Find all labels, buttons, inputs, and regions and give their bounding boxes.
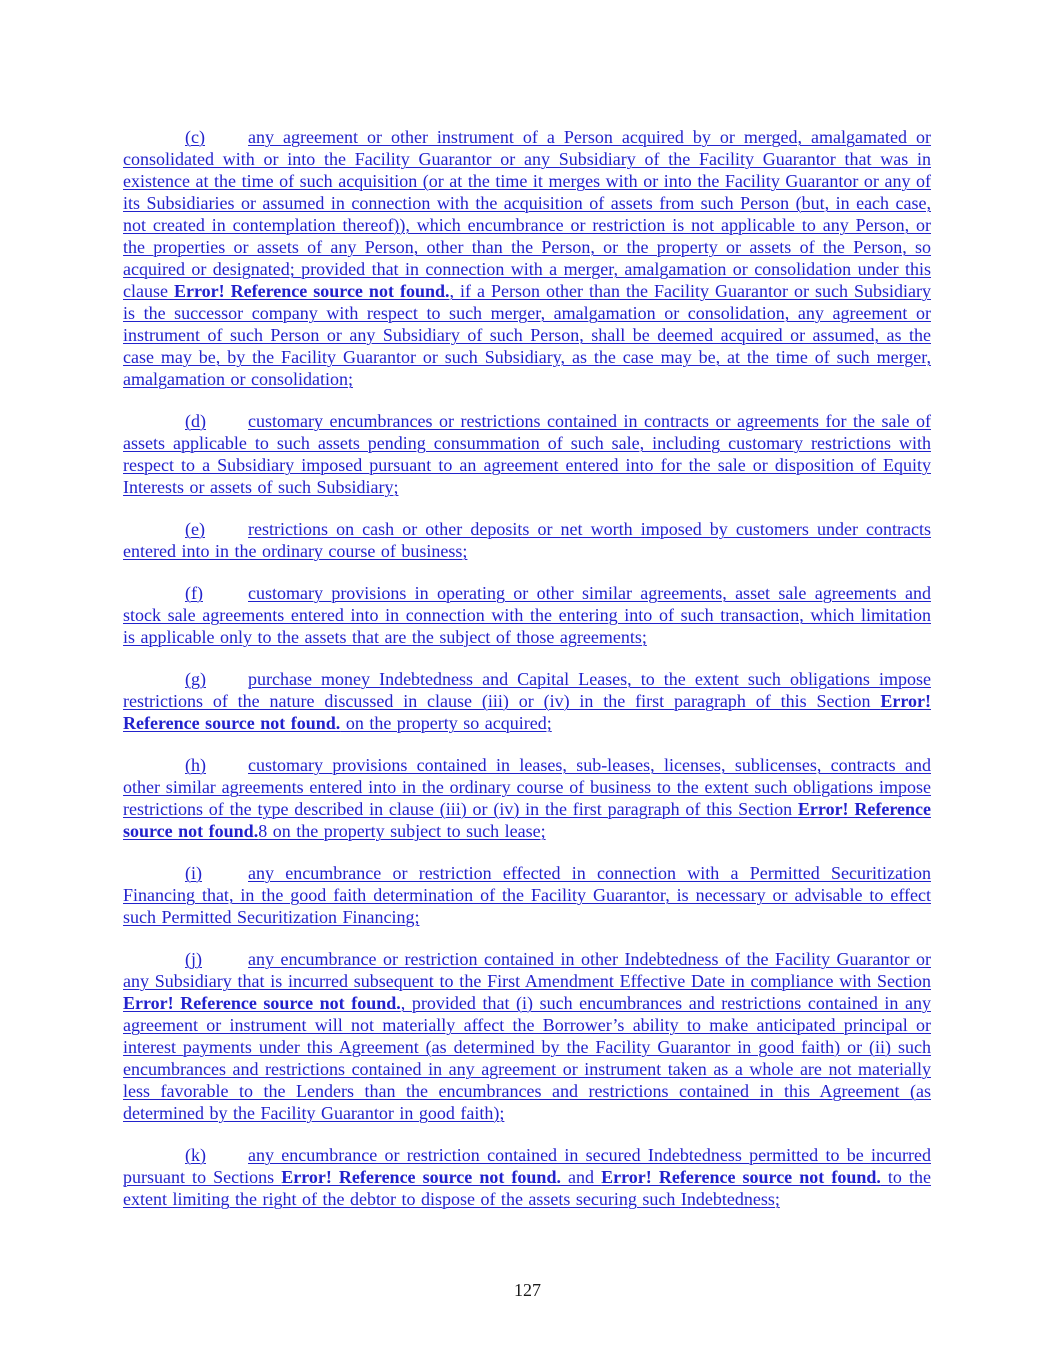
- paragraph: [123, 410, 931, 498]
- body-text-run: , if a Person other than the Facility Guarantor or such Subsidiary is the successor company with respect to such merger, amalgamation or consolidation, any agreement or instrument of such Person or any Subsidiary of such Person, shall be deemed acquired or assumed, as the case may be, by the Facility Guarantor or such Subsidiary, as the case may be, at the time of such merger, amalgamation or consolidation;: [123, 281, 931, 389]
- body-text-run: any agreement or other instrument of a Person acquired by or merged, amalgamated or consolidated with or into the Facility Guarantor or any Subsidiary of the Facility Guarantor that was in existence at the time of such acquisition (or at the time it merges with or into the Facility Guarantor or any of its Subsidiaries or assumed in connection with the acquisition of assets from such Person (but, in each case, not created in contemplation thereof)), which encumbrance or restriction is not applicable to any Person, or the properties or assets of any Person, other than the Person, or the property or assets of the Person, so acquired or designated; provided that in connection with a merger, amalgamation or consolidation under this clause: [123, 127, 931, 301]
- body-text-run: 8 on the property subject to such lease;: [258, 821, 546, 841]
- paragraph: [123, 582, 931, 648]
- body-text-run: , provided that (i) such encumbrances and restrictions contained in any agreement or instrument will not materially affect the Borrower’s ability to make anticipated principal or interest payments under this Agreement (as determined by the Facility Guarantor in good faith) or (ii) such encumbrances and restrictions contained in any agreement or instrument taken as a whole are not materially less favorable to the Lenders than the encumbrances and restrictions contained in this Agreement (as determined by the Facility Guarantor in good faith);: [123, 993, 931, 1123]
- paragraph: [123, 1144, 931, 1210]
- body-text-run: any encumbrance or restriction contained in other Indebtedness of the Facility Guarantor or any Subsidiary that is incurred subsequent to the First Amendment Effective Date in compliance with Section: [123, 949, 931, 991]
- body-text-run: on the property so acquired;: [340, 713, 552, 733]
- clause-label: (f): [185, 583, 203, 603]
- body-text-run: to the extent limiting the right of the debtor to dispose of the assets securing such Indebtedness;: [123, 1167, 931, 1209]
- document-body: [123, 126, 931, 1230]
- body-text-run: purchase money Indebtedness and Capital Leases, to the extent such obligations impose restrictions of the nature discussed in clause (iii) or (iv) in the first paragraph of this Section: [123, 669, 931, 711]
- error-reference-field: Error! Reference source not found.: [173, 281, 450, 301]
- clause-label: (e): [185, 519, 205, 539]
- clause-label: (k): [185, 1145, 206, 1165]
- paragraph: [123, 518, 931, 562]
- clause-label: (g): [185, 669, 206, 689]
- body-text-run: customary provisions in operating or other similar agreements, asset sale agreements and stock sale agreements entered into in connection with the entering into of such transaction, which limitation is applicable only to the assets that are the subject of those agreements;: [123, 583, 931, 647]
- clause-label: (h): [185, 755, 206, 775]
- clause-label: (c): [185, 127, 205, 147]
- error-reference-field: Error! Reference source not found.: [601, 1167, 881, 1187]
- body-text-run: customary provisions contained in leases, sub-leases, licenses, sublicenses, contracts and other similar agreements entered into in the ordinary course of business to the extent such obligations impose restrictions of the type described in clause (iii) or (iv) in the first paragraph of this Section: [123, 755, 931, 819]
- clause-label: (j): [185, 949, 202, 969]
- paragraph: [123, 668, 931, 734]
- body-text-run: customary encumbrances or restrictions contained in contracts or agreements for the sale of assets applicable to such assets pending consummation of such sale, including customary restrictions with respect to a Subsidiary imposed pursuant to an agreement entered into for the sale or disposition of Equity Interests or assets of such Subsidiary;: [123, 411, 931, 497]
- body-text-run: any encumbrance or restriction effected in connection with a Permitted Securitization Financing that, in the good faith determination of the Facility Guarantor, is necessary or advisable to effect such Permitted Securitization Financing;: [123, 863, 931, 927]
- paragraph: [123, 948, 931, 1124]
- body-text-run: any encumbrance or restriction contained in secured Indebtedness permitted to be incurred pursuant to Sections: [123, 1145, 931, 1187]
- paragraph: [123, 126, 931, 390]
- clause-label: (i): [185, 863, 202, 883]
- error-reference-field: Error! Reference source not found.: [281, 1167, 561, 1187]
- paragraph: [123, 862, 931, 928]
- page-number: 127: [514, 1280, 541, 1300]
- error-reference-field: Error! Reference source not found.: [123, 993, 401, 1013]
- paragraph: [123, 754, 931, 842]
- body-text-run: and: [560, 1167, 602, 1187]
- clause-label: (d): [185, 411, 206, 431]
- error-reference-field: Error! Reference source not found.: [123, 691, 931, 733]
- error-reference-field: Error! Reference source not found.: [123, 799, 931, 841]
- body-text-run: restrictions on cash or other deposits or net worth imposed by customers under contracts entered into in the ordinary course of business;: [123, 519, 931, 561]
